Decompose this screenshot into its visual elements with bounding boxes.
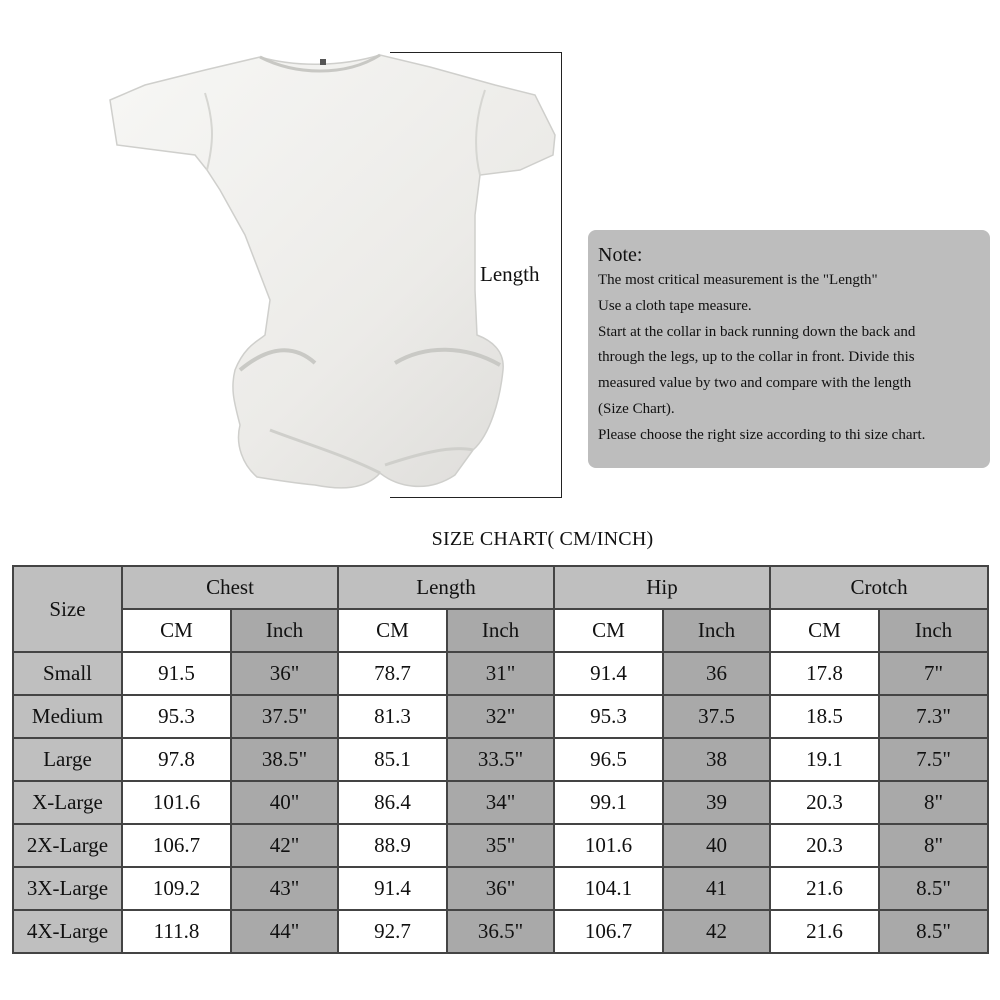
cm-value-cell: 19.1 [770,738,879,781]
table-row [13,652,988,695]
size-name-cell: Large [13,738,122,781]
cm-value-cell: 88.9 [338,824,447,867]
cm-value-cell: 85.1 [338,738,447,781]
inch-value-cell: 8" [879,781,988,824]
inch-value-cell: 42 [663,910,770,953]
inch-value-cell: 33.5" [447,738,554,781]
unit-header-cm: CM [770,609,879,652]
note-line: Start at the collar in back running down the back and [598,323,916,340]
table-row [13,867,988,910]
cm-value-cell: 111.8 [122,910,231,953]
cm-value-cell: 18.5 [770,695,879,738]
unit-header-cm: CM [554,609,663,652]
table-row [13,695,988,738]
cm-value-cell: 101.6 [122,781,231,824]
inch-value-cell: 35" [447,824,554,867]
cm-value-cell: 91.4 [554,652,663,695]
inch-value-cell: 43" [231,867,338,910]
size-chart-table [12,565,989,954]
table-row [13,781,988,824]
inch-value-cell: 8" [879,824,988,867]
size-name-cell: 4X-Large [13,910,122,953]
table-row [13,824,988,867]
cm-value-cell: 106.7 [122,824,231,867]
cm-value-cell: 101.6 [554,824,663,867]
note-line: through the legs, up to the collar in front. Divide this [598,349,915,366]
unit-header-inch: Inch [231,609,338,652]
size-chart-title: SIZE CHART( CM/INCH) [431,528,654,550]
cm-value-cell: 109.2 [122,867,231,910]
note-title: Note: [598,244,643,266]
inch-value-cell: 7.5" [879,738,988,781]
cm-value-cell: 95.3 [122,695,231,738]
unit-header-cm: CM [122,609,231,652]
inch-value-cell: 31" [447,652,554,695]
cm-value-cell: 21.6 [770,867,879,910]
cm-value-cell: 86.4 [338,781,447,824]
note-line: Use a cloth tape measure. [598,297,752,314]
size-header: Size [13,566,122,652]
inch-value-cell: 7" [879,652,988,695]
inch-value-cell: 42" [231,824,338,867]
note-line: The most critical measurement is the "Length" [598,272,878,288]
cm-value-cell: 91.4 [338,867,447,910]
note-line: measured value by two and compare with the length [598,375,912,392]
unit-header-inch: Inch [879,609,988,652]
size-name-cell: 2X-Large [13,824,122,867]
cm-value-cell: 95.3 [554,695,663,738]
cm-value-cell: 20.3 [770,781,879,824]
cm-value-cell: 20.3 [770,824,879,867]
inch-value-cell: 40" [231,781,338,824]
inch-value-cell: 8.5" [879,867,988,910]
cm-value-cell: 97.8 [122,738,231,781]
size-name-cell: X-Large [13,781,122,824]
group-header-crotch: Crotch [770,566,988,609]
inch-value-cell: 38.5" [231,738,338,781]
cm-value-cell: 92.7 [338,910,447,953]
cm-value-cell: 106.7 [554,910,663,953]
inch-value-cell: 36" [231,652,338,695]
cm-value-cell: 81.3 [338,695,447,738]
inch-value-cell: 7.3" [879,695,988,738]
inch-value-cell: 36" [447,867,554,910]
length-label: Length [480,262,540,286]
unit-header-inch: Inch [447,609,554,652]
unit-header-inch: Inch [663,609,770,652]
size-name-cell: Medium [13,695,122,738]
inch-value-cell: 39 [663,781,770,824]
unit-header-cm: CM [338,609,447,652]
size-name-cell: 3X-Large [13,867,122,910]
table-row [13,738,988,781]
inch-value-cell: 40 [663,824,770,867]
inch-value-cell: 37.5" [231,695,338,738]
note-line: (Size Chart). [598,400,675,417]
inch-value-cell: 34" [447,781,554,824]
inch-value-cell: 37.5 [663,695,770,738]
size-rows [13,652,988,953]
cm-value-cell: 104.1 [554,867,663,910]
inch-value-cell: 36 [663,652,770,695]
note-box [588,230,990,468]
group-header-length: Length [338,566,554,609]
group-header-hip: Hip [554,566,770,609]
inch-value-cell: 8.5" [879,910,988,953]
cm-value-cell: 99.1 [554,781,663,824]
cm-value-cell: 91.5 [122,652,231,695]
inch-value-cell: 38 [663,738,770,781]
cm-value-cell: 78.7 [338,652,447,695]
inch-value-cell: 36.5" [447,910,554,953]
cm-value-cell: 17.8 [770,652,879,695]
inch-value-cell: 44" [231,910,338,953]
inch-value-cell: 32" [447,695,554,738]
cm-value-cell: 96.5 [554,738,663,781]
note-line: Please choose the right size according to thi size chart. [598,426,926,443]
cm-value-cell: 21.6 [770,910,879,953]
inch-value-cell: 41 [663,867,770,910]
size-name-cell: Small [13,652,122,695]
table-row [13,910,988,953]
group-header-chest: Chest [122,566,338,609]
